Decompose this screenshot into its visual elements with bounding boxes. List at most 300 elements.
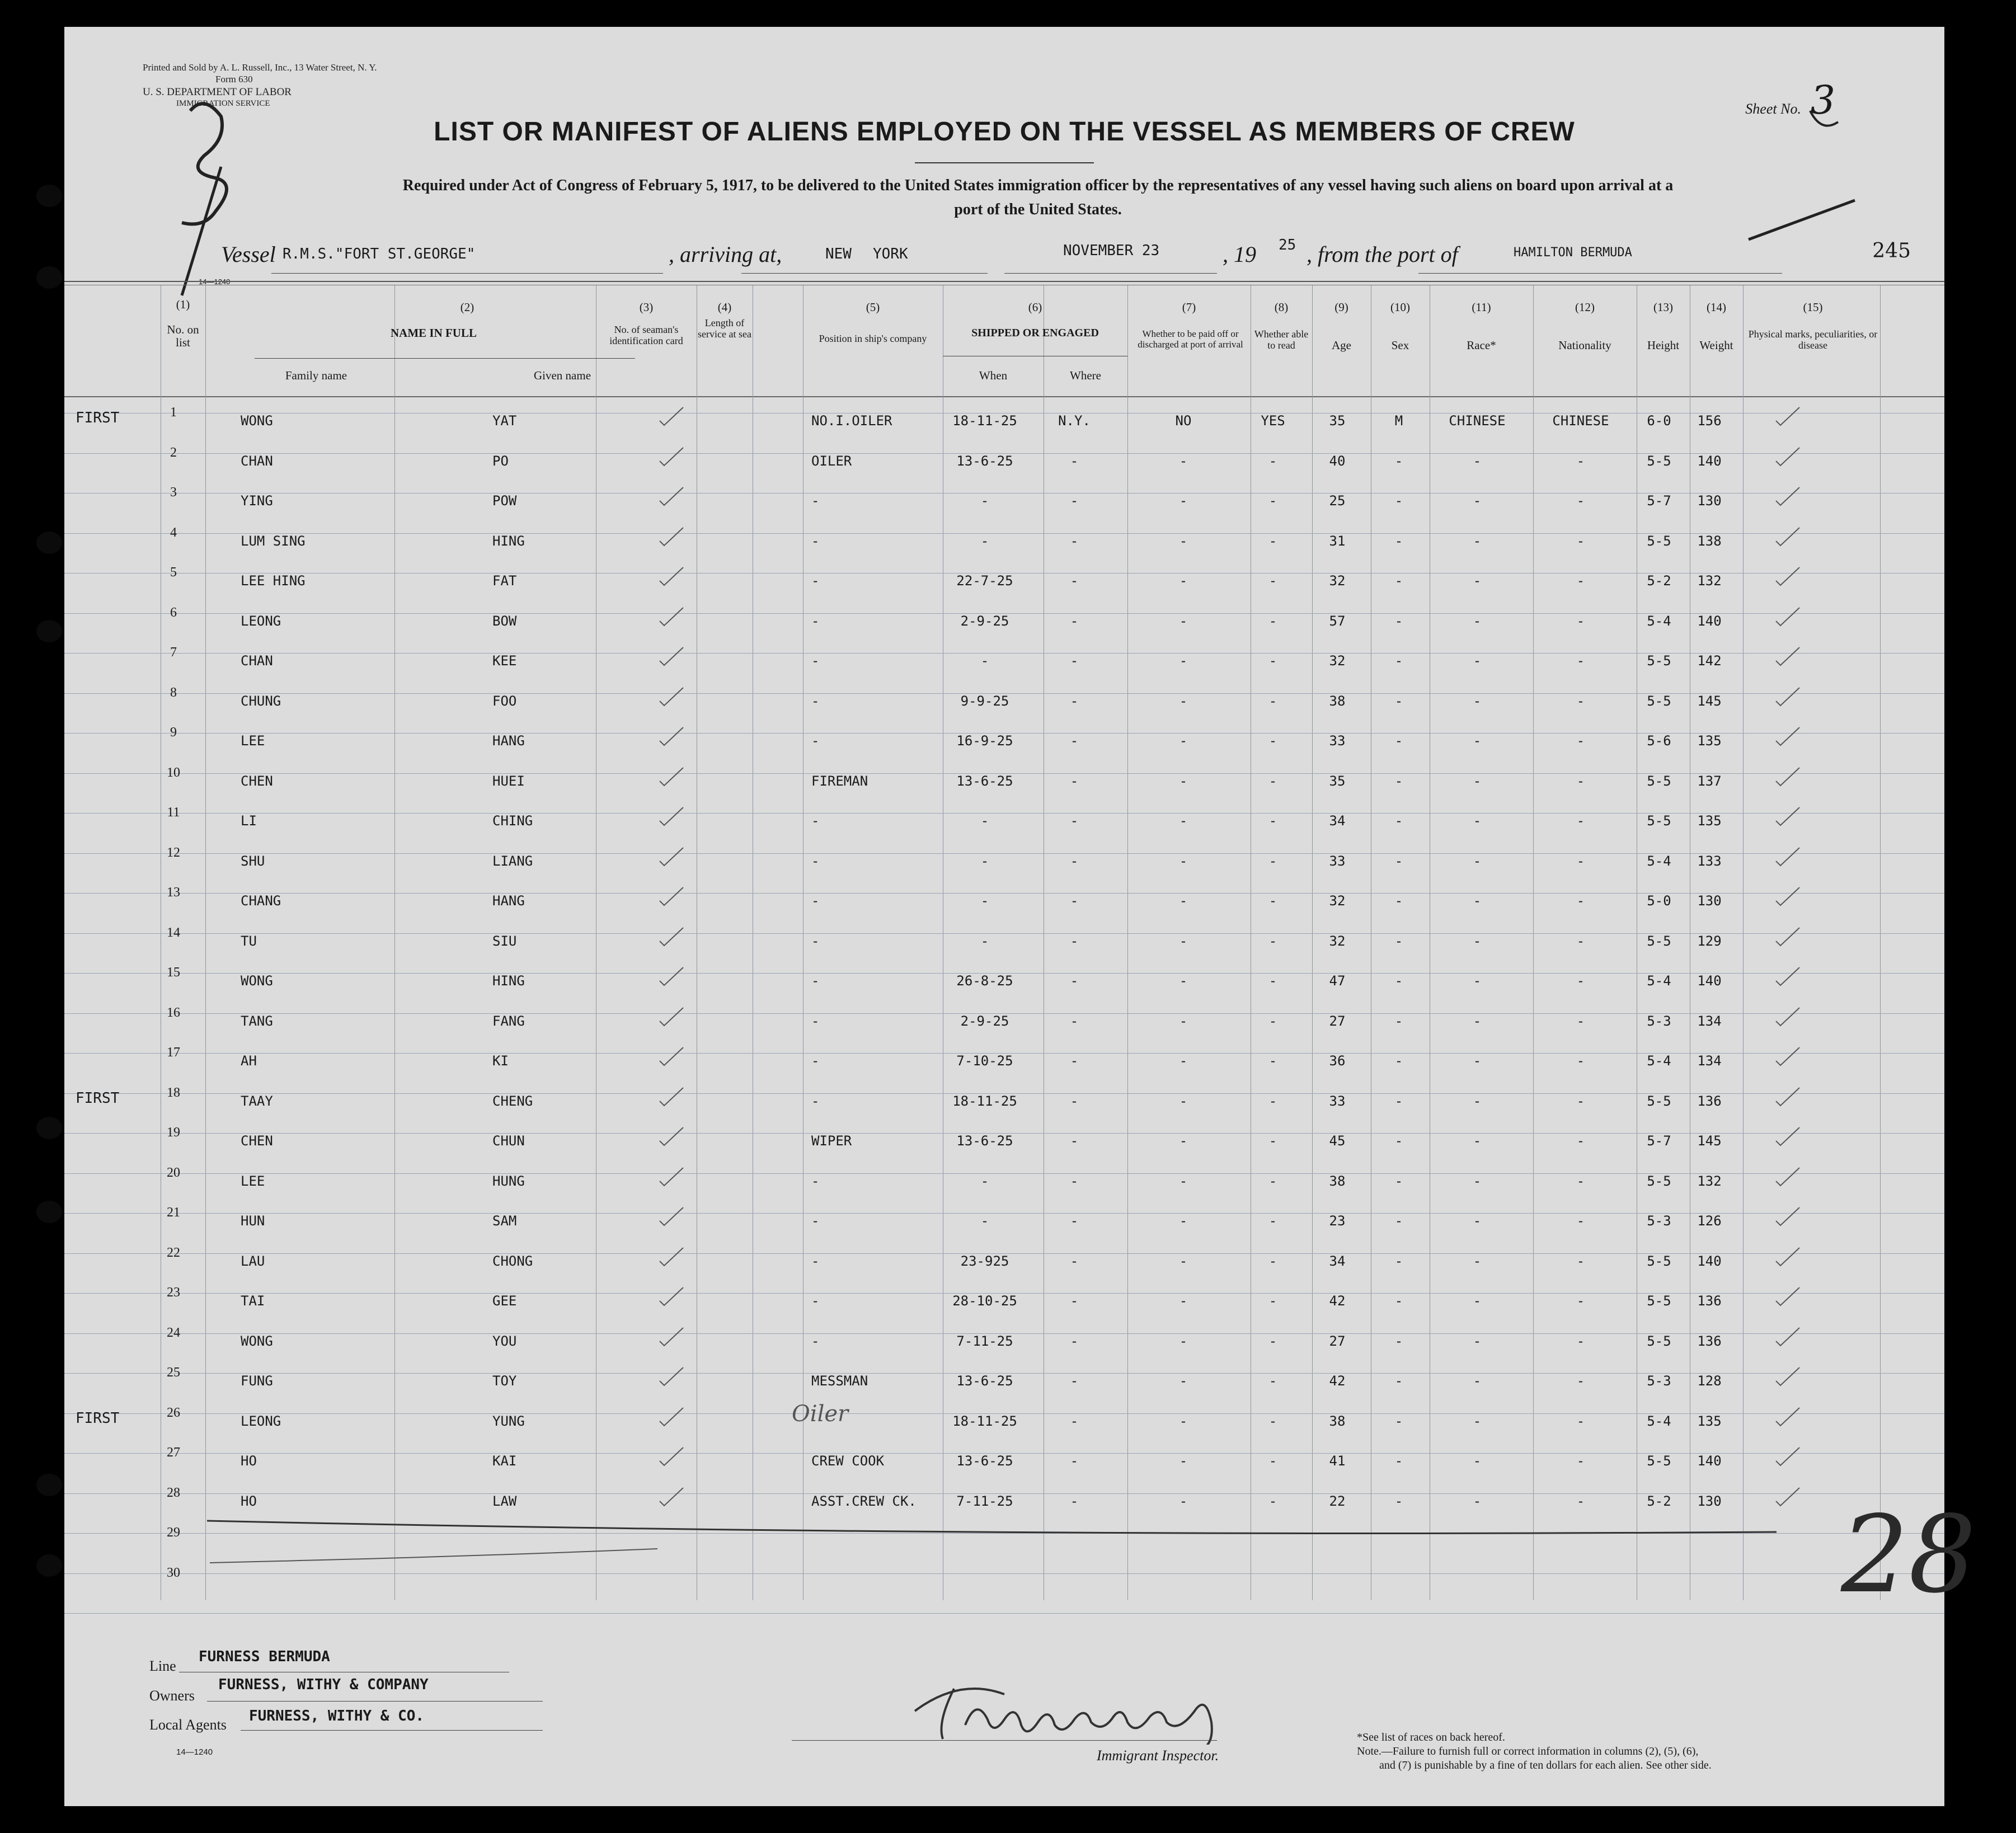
cell-sex: - <box>1394 973 1403 989</box>
cell-family: WONG <box>241 1333 273 1349</box>
cell-sex: - <box>1394 613 1403 629</box>
cell-race: - <box>1473 1373 1482 1389</box>
cell-family: LEE <box>241 733 265 749</box>
cell-sex: - <box>1394 533 1403 549</box>
cell-given: LAW <box>492 1493 517 1509</box>
footer-form-code: 14—1240 <box>176 1747 213 1757</box>
cell-when: - <box>980 1213 989 1229</box>
col-header-given: Given name <box>533 369 591 382</box>
cell-sex: - <box>1394 853 1403 869</box>
col-num-8: (8) <box>1274 300 1289 314</box>
cell-when: - <box>980 893 989 909</box>
cell-read: - <box>1268 693 1277 709</box>
cell-nat: - <box>1576 733 1585 749</box>
cell-read: - <box>1268 773 1277 789</box>
cell-sex: - <box>1394 893 1403 909</box>
cell-where: - <box>1070 1493 1079 1509</box>
cell-paid: - <box>1179 613 1188 629</box>
cell-age: 34 <box>1329 813 1346 829</box>
cell-weight: 130 <box>1697 1493 1722 1509</box>
cell-where: - <box>1070 853 1079 869</box>
cell-race: - <box>1473 1133 1482 1149</box>
col-header-id: No. of seaman's identification card <box>609 324 683 346</box>
cell-read: - <box>1268 853 1277 869</box>
first-class-mark: FIRST <box>76 1089 120 1107</box>
cell-nat: - <box>1576 1013 1585 1029</box>
cell-position: - <box>811 573 820 589</box>
col-header-name: NAME IN FULL <box>390 326 477 340</box>
cell-position: - <box>811 813 820 829</box>
cell-race: - <box>1473 1493 1482 1509</box>
cell-nat: - <box>1576 493 1585 509</box>
cell-nat: - <box>1576 933 1585 949</box>
cell-position: - <box>811 1093 820 1109</box>
cell-family: LEONG <box>241 1413 281 1429</box>
cell-given: KEE <box>492 653 517 669</box>
from-port-label: , from the port of <box>1307 242 1458 267</box>
cell-sex: - <box>1394 1293 1403 1309</box>
cell-given: FAT <box>492 573 517 589</box>
cell-nat: CHINESE <box>1552 413 1609 429</box>
stamp-number: 245 <box>1872 239 1911 262</box>
cell-given: BOW <box>492 613 517 629</box>
cell-given: HING <box>492 973 525 989</box>
cell-sex: - <box>1394 1413 1403 1429</box>
col-num-11: (11) <box>1472 300 1491 314</box>
cell-when: 2-9-25 <box>960 1013 1009 1029</box>
footer-note <box>1357 1731 1712 1773</box>
cell-position: NO.I.OILER <box>811 413 892 429</box>
form-code: 14—1240 <box>199 278 231 286</box>
cell-paid: NO <box>1175 413 1192 429</box>
cell-read: YES <box>1261 413 1285 429</box>
cell-age: 23 <box>1329 1213 1346 1229</box>
cell-when: - <box>980 653 989 669</box>
cell-where: - <box>1070 613 1079 629</box>
cell-given: FANG <box>492 1013 525 1029</box>
row-number: 14 <box>167 925 180 940</box>
cell-when: 18-11-25 <box>952 413 1017 429</box>
cell-paid: - <box>1179 973 1188 989</box>
cell-family: AH <box>241 1053 257 1069</box>
cell-height: 5-4 <box>1647 613 1671 629</box>
cell-paid: - <box>1179 1093 1188 1109</box>
cell-position: - <box>811 733 820 749</box>
cell-race: - <box>1473 733 1482 749</box>
cell-height: 5-7 <box>1647 1133 1671 1149</box>
cell-weight: 136 <box>1697 1093 1722 1109</box>
cell-given: HING <box>492 533 525 549</box>
cell-weight: 140 <box>1697 453 1722 469</box>
punch-hole <box>36 532 62 554</box>
cell-age: 41 <box>1329 1453 1346 1469</box>
col-header-no: No. on list <box>167 323 199 350</box>
col-header-physical: Physical marks, peculiarities, or disease <box>1748 328 1878 351</box>
cell-weight: 140 <box>1697 973 1722 989</box>
row-number: 22 <box>167 1245 180 1260</box>
cell-height: 5-5 <box>1647 1453 1671 1469</box>
cell-paid: - <box>1179 733 1188 749</box>
department: U. S. DEPARTMENT OF LABOR <box>143 86 292 98</box>
cell-read: - <box>1268 1373 1277 1389</box>
note-line: and (7) is punishable by a fine of ten dollars for each alien. See other side. <box>1379 1759 1712 1771</box>
cell-race: - <box>1473 893 1482 909</box>
row-number: 28 <box>167 1485 180 1500</box>
row-number: 12 <box>167 845 180 860</box>
col-num-7: (7) <box>1182 300 1196 314</box>
col-header-race: Race* <box>1467 339 1496 352</box>
from-port: HAMILTON BERMUDA <box>1514 246 1632 260</box>
row-number: 30 <box>167 1565 180 1580</box>
row-number: 20 <box>167 1165 180 1180</box>
cell-when: 7-10-25 <box>956 1053 1013 1069</box>
cell-position: ASST.CREW CK. <box>811 1493 917 1509</box>
cell-when: 9-9-25 <box>960 693 1009 709</box>
cell-position: - <box>811 893 820 909</box>
cell-height: 5-5 <box>1647 933 1671 949</box>
col-num-14: (14) <box>1707 300 1726 314</box>
cell-age: 36 <box>1329 1053 1346 1069</box>
cell-family: TU <box>241 933 257 949</box>
cell-race: - <box>1473 533 1482 549</box>
cell-given: KAI <box>492 1453 517 1469</box>
cell-paid: - <box>1179 1133 1188 1149</box>
cell-weight: 136 <box>1697 1293 1722 1309</box>
cell-paid: - <box>1179 1413 1188 1429</box>
cell-age: 32 <box>1329 573 1346 589</box>
cell-nat: - <box>1576 453 1585 469</box>
cell-when: 28-10-25 <box>952 1293 1017 1309</box>
cell-when: - <box>980 853 989 869</box>
cell-where: N.Y. <box>1058 413 1091 429</box>
cell-read: - <box>1268 613 1277 629</box>
subtitle-line: port of the United States. <box>954 201 1122 219</box>
row-number: 5 <box>170 565 177 580</box>
cell-read: - <box>1268 933 1277 949</box>
cell-where: - <box>1070 453 1079 469</box>
cell-paid: - <box>1179 1213 1188 1229</box>
cell-read: - <box>1268 1053 1277 1069</box>
cell-paid: - <box>1179 1053 1188 1069</box>
cell-family: CHUNG <box>241 693 281 709</box>
cell-paid: - <box>1179 453 1188 469</box>
cell-read: - <box>1268 653 1277 669</box>
cell-family: FUNG <box>241 1373 273 1389</box>
cell-race: - <box>1473 773 1482 789</box>
cell-race: - <box>1473 973 1482 989</box>
cell-sex: - <box>1394 653 1403 669</box>
cell-sex: - <box>1394 693 1403 709</box>
cell-when: 13-6-25 <box>956 453 1013 469</box>
cell-position: CREW COOK <box>811 1453 885 1469</box>
cell-paid: - <box>1179 1493 1188 1509</box>
cell-where: - <box>1070 693 1079 709</box>
cell-family: TANG <box>241 1013 273 1029</box>
owners-label: Owners <box>149 1688 195 1704</box>
cell-race: - <box>1473 573 1482 589</box>
cell-read: - <box>1268 1293 1277 1309</box>
cell-race: - <box>1473 453 1482 469</box>
cell-height: 5-5 <box>1647 453 1671 469</box>
cell-given: CHUN <box>492 1133 525 1149</box>
cell-age: 42 <box>1329 1373 1346 1389</box>
row-number: 16 <box>167 1005 180 1020</box>
row-number: 26 <box>167 1405 180 1420</box>
arrival-port: NEW <box>825 246 852 262</box>
cell-when: 22-7-25 <box>956 573 1013 589</box>
col-header-sex: Sex <box>1391 339 1409 352</box>
cell-nat: - <box>1576 1133 1585 1149</box>
cell-paid: - <box>1179 853 1188 869</box>
cell-when: - <box>980 1173 989 1189</box>
cell-paid: - <box>1179 1253 1188 1269</box>
cell-where: - <box>1070 933 1079 949</box>
cell-height: 5-4 <box>1647 973 1671 989</box>
cell-height: 5-5 <box>1647 653 1671 669</box>
cell-paid: - <box>1179 533 1188 549</box>
form-number: Form 630 <box>215 74 253 85</box>
cell-family: LEE HING <box>241 573 306 589</box>
cell-race: - <box>1473 1093 1482 1109</box>
cell-race: - <box>1473 613 1482 629</box>
cell-nat: - <box>1576 573 1585 589</box>
cell-nat: - <box>1576 1253 1585 1269</box>
cell-height: 6-0 <box>1647 413 1671 429</box>
row-number: 2 <box>170 445 177 460</box>
cell-where: - <box>1070 1253 1079 1269</box>
row-number: 4 <box>170 525 177 540</box>
cell-race: - <box>1473 1173 1482 1189</box>
cell-where: - <box>1070 493 1079 509</box>
row-number: 10 <box>167 765 180 780</box>
row-number: 23 <box>167 1285 180 1300</box>
col-header-shipped: SHIPPED OR ENGAGED <box>971 327 1099 339</box>
cell-position: - <box>811 493 820 509</box>
cell-paid: - <box>1179 933 1188 949</box>
cell-height: 5-5 <box>1647 533 1671 549</box>
col-header-when: When <box>979 369 1008 382</box>
cell-age: 38 <box>1329 1413 1346 1429</box>
cell-read: - <box>1268 533 1277 549</box>
cell-when: 18-11-25 <box>952 1093 1017 1109</box>
col-header-position: Position in ship's company <box>819 333 927 344</box>
punch-hole <box>36 1554 62 1577</box>
cell-weight: 128 <box>1697 1373 1722 1389</box>
year-suffix: 25 <box>1279 237 1296 253</box>
cell-when: - <box>980 813 989 829</box>
cell-where: - <box>1070 733 1079 749</box>
cell-race: - <box>1473 853 1482 869</box>
cell-family: YING <box>241 493 273 509</box>
cell-age: 22 <box>1329 1493 1346 1509</box>
cell-where: - <box>1070 1213 1079 1229</box>
cell-nat: - <box>1576 1413 1585 1429</box>
cell-nat: - <box>1576 1053 1585 1069</box>
cell-nat: - <box>1576 1333 1585 1349</box>
row-number: 8 <box>170 685 177 700</box>
cell-family: HUN <box>241 1213 265 1229</box>
cell-nat: - <box>1576 1293 1585 1309</box>
cell-weight: 138 <box>1697 533 1722 549</box>
cell-height: 5-5 <box>1647 1333 1671 1349</box>
cell-age: 57 <box>1329 613 1346 629</box>
row-number: 17 <box>167 1045 180 1060</box>
cell-nat: - <box>1576 1373 1585 1389</box>
cell-age: 45 <box>1329 1133 1346 1149</box>
col-num-3: (3) <box>639 300 654 314</box>
row-number: 13 <box>167 885 180 900</box>
cell-sex: - <box>1394 1453 1403 1469</box>
cell-position: - <box>811 653 820 669</box>
cell-given: HUNG <box>492 1173 525 1189</box>
cell-position: Oiler <box>792 1400 849 1427</box>
cell-age: 40 <box>1329 453 1346 469</box>
cell-height: 5-5 <box>1647 693 1671 709</box>
cell-position: WIPER <box>811 1133 852 1149</box>
cell-where: - <box>1070 1413 1079 1429</box>
cell-nat: - <box>1576 973 1585 989</box>
cell-where: - <box>1070 893 1079 909</box>
cell-paid: - <box>1179 1013 1188 1029</box>
footer-underline <box>241 1730 543 1731</box>
cell-sex: M <box>1394 413 1403 429</box>
printer-line: Printed and Sold by A. L. Russell, Inc., 13 Water Street, N. Y. <box>143 62 377 73</box>
cell-position: - <box>811 1053 820 1069</box>
col-header-weight: Weight <box>1699 339 1733 352</box>
cell-height: 5-4 <box>1647 1053 1671 1069</box>
cell-where: - <box>1070 1453 1079 1469</box>
cell-height: 5-3 <box>1647 1013 1671 1029</box>
cell-read: - <box>1268 973 1277 989</box>
arrival-date: NOVEMBER 23 <box>1063 242 1160 259</box>
col-num-9: (9) <box>1334 300 1348 314</box>
cell-when: 26-8-25 <box>956 973 1013 989</box>
cell-when: 2-9-25 <box>960 613 1009 629</box>
cell-sex: - <box>1394 1373 1403 1389</box>
cell-nat: - <box>1576 653 1585 669</box>
cell-weight: 129 <box>1697 933 1722 949</box>
service: IMMIGRATION SERVICE <box>176 99 270 109</box>
cell-race: - <box>1473 1013 1482 1029</box>
cell-paid: - <box>1179 813 1188 829</box>
cell-weight: 132 <box>1697 1173 1722 1189</box>
row-number: 25 <box>167 1365 180 1380</box>
first-class-mark: FIRST <box>76 1409 120 1427</box>
cell-sex: - <box>1394 1493 1403 1509</box>
cell-age: 31 <box>1329 533 1346 549</box>
cell-where: - <box>1070 1053 1079 1069</box>
cell-paid: - <box>1179 773 1188 789</box>
cell-given: YOU <box>492 1333 517 1349</box>
cell-given: SAM <box>492 1213 517 1229</box>
col-header-length: Length of service at sea <box>698 317 751 340</box>
cell-age: 35 <box>1329 413 1346 429</box>
cell-paid: - <box>1179 1333 1188 1349</box>
cell-weight: 132 <box>1697 573 1722 589</box>
agents-label: Local Agents <box>149 1717 227 1733</box>
cell-height: 5-4 <box>1647 853 1671 869</box>
cell-sex: - <box>1394 813 1403 829</box>
cell-paid: - <box>1179 893 1188 909</box>
cell-where: - <box>1070 1013 1079 1029</box>
cell-where: - <box>1070 773 1079 789</box>
cell-paid: - <box>1179 493 1188 509</box>
cell-family: TAI <box>241 1293 265 1309</box>
cell-weight: 136 <box>1697 1333 1722 1349</box>
row-number: 3 <box>170 485 177 500</box>
cell-read: - <box>1268 1253 1277 1269</box>
cell-race: - <box>1473 1253 1482 1269</box>
cell-family: CHAN <box>241 653 273 669</box>
cell-when: 7-11-25 <box>956 1333 1013 1349</box>
vessel-label: Vessel <box>221 242 276 267</box>
cell-given: HANG <box>492 733 525 749</box>
cell-read: - <box>1268 1013 1277 1029</box>
cell-position: - <box>811 693 820 709</box>
cell-when: 13-6-25 <box>956 1373 1013 1389</box>
cell-weight: 135 <box>1697 733 1722 749</box>
cell-nat: - <box>1576 693 1585 709</box>
cell-family: WONG <box>241 413 273 429</box>
cell-age: 32 <box>1329 653 1346 669</box>
cell-family: CHEN <box>241 773 273 789</box>
cell-paid: - <box>1179 1373 1188 1389</box>
cell-given: LIANG <box>492 853 533 869</box>
cell-age: 42 <box>1329 1293 1346 1309</box>
cell-weight: 135 <box>1697 813 1722 829</box>
cell-given: HANG <box>492 893 525 909</box>
cell-age: 33 <box>1329 733 1346 749</box>
cell-where: - <box>1070 973 1079 989</box>
cell-position: - <box>811 533 820 549</box>
vessel-name: R.M.S."FORT ST.GEORGE" <box>283 246 476 262</box>
row-number: 15 <box>167 965 180 980</box>
cell-family: SHU <box>241 853 265 869</box>
cell-position: - <box>811 1013 820 1029</box>
cell-when: 7-11-25 <box>956 1493 1013 1509</box>
inspector-signature <box>892 1672 1273 1747</box>
cell-paid: - <box>1179 653 1188 669</box>
agents-value: FURNESS, WITHY & CO. <box>249 1708 425 1724</box>
cell-family: LAU <box>241 1253 265 1269</box>
cell-given: POW <box>492 493 517 509</box>
cell-nat: - <box>1576 1093 1585 1109</box>
col-header-where: Where <box>1070 369 1101 382</box>
cell-position: - <box>811 1253 820 1269</box>
footer-underline <box>207 1701 543 1702</box>
cell-read: - <box>1268 1333 1277 1349</box>
cell-weight: 134 <box>1697 1013 1722 1029</box>
cell-position: - <box>811 973 820 989</box>
cell-when: - <box>980 533 989 549</box>
cell-nat: - <box>1576 1213 1585 1229</box>
cell-height: 5-0 <box>1647 893 1671 909</box>
crew-tally: 28 <box>1841 1493 1976 1616</box>
cell-paid: - <box>1179 693 1188 709</box>
cell-race: - <box>1473 1293 1482 1309</box>
cell-sex: - <box>1394 573 1403 589</box>
cell-weight: 130 <box>1697 893 1722 909</box>
cell-read: - <box>1268 1213 1277 1229</box>
cell-where: - <box>1070 813 1079 829</box>
cell-nat: - <box>1576 533 1585 549</box>
cell-read: - <box>1268 733 1277 749</box>
cell-when: 13-6-25 <box>956 1453 1013 1469</box>
cell-sex: - <box>1394 1053 1403 1069</box>
cell-where: - <box>1070 1173 1079 1189</box>
cell-when: 23-925 <box>960 1253 1009 1269</box>
row-number: 6 <box>170 605 177 620</box>
